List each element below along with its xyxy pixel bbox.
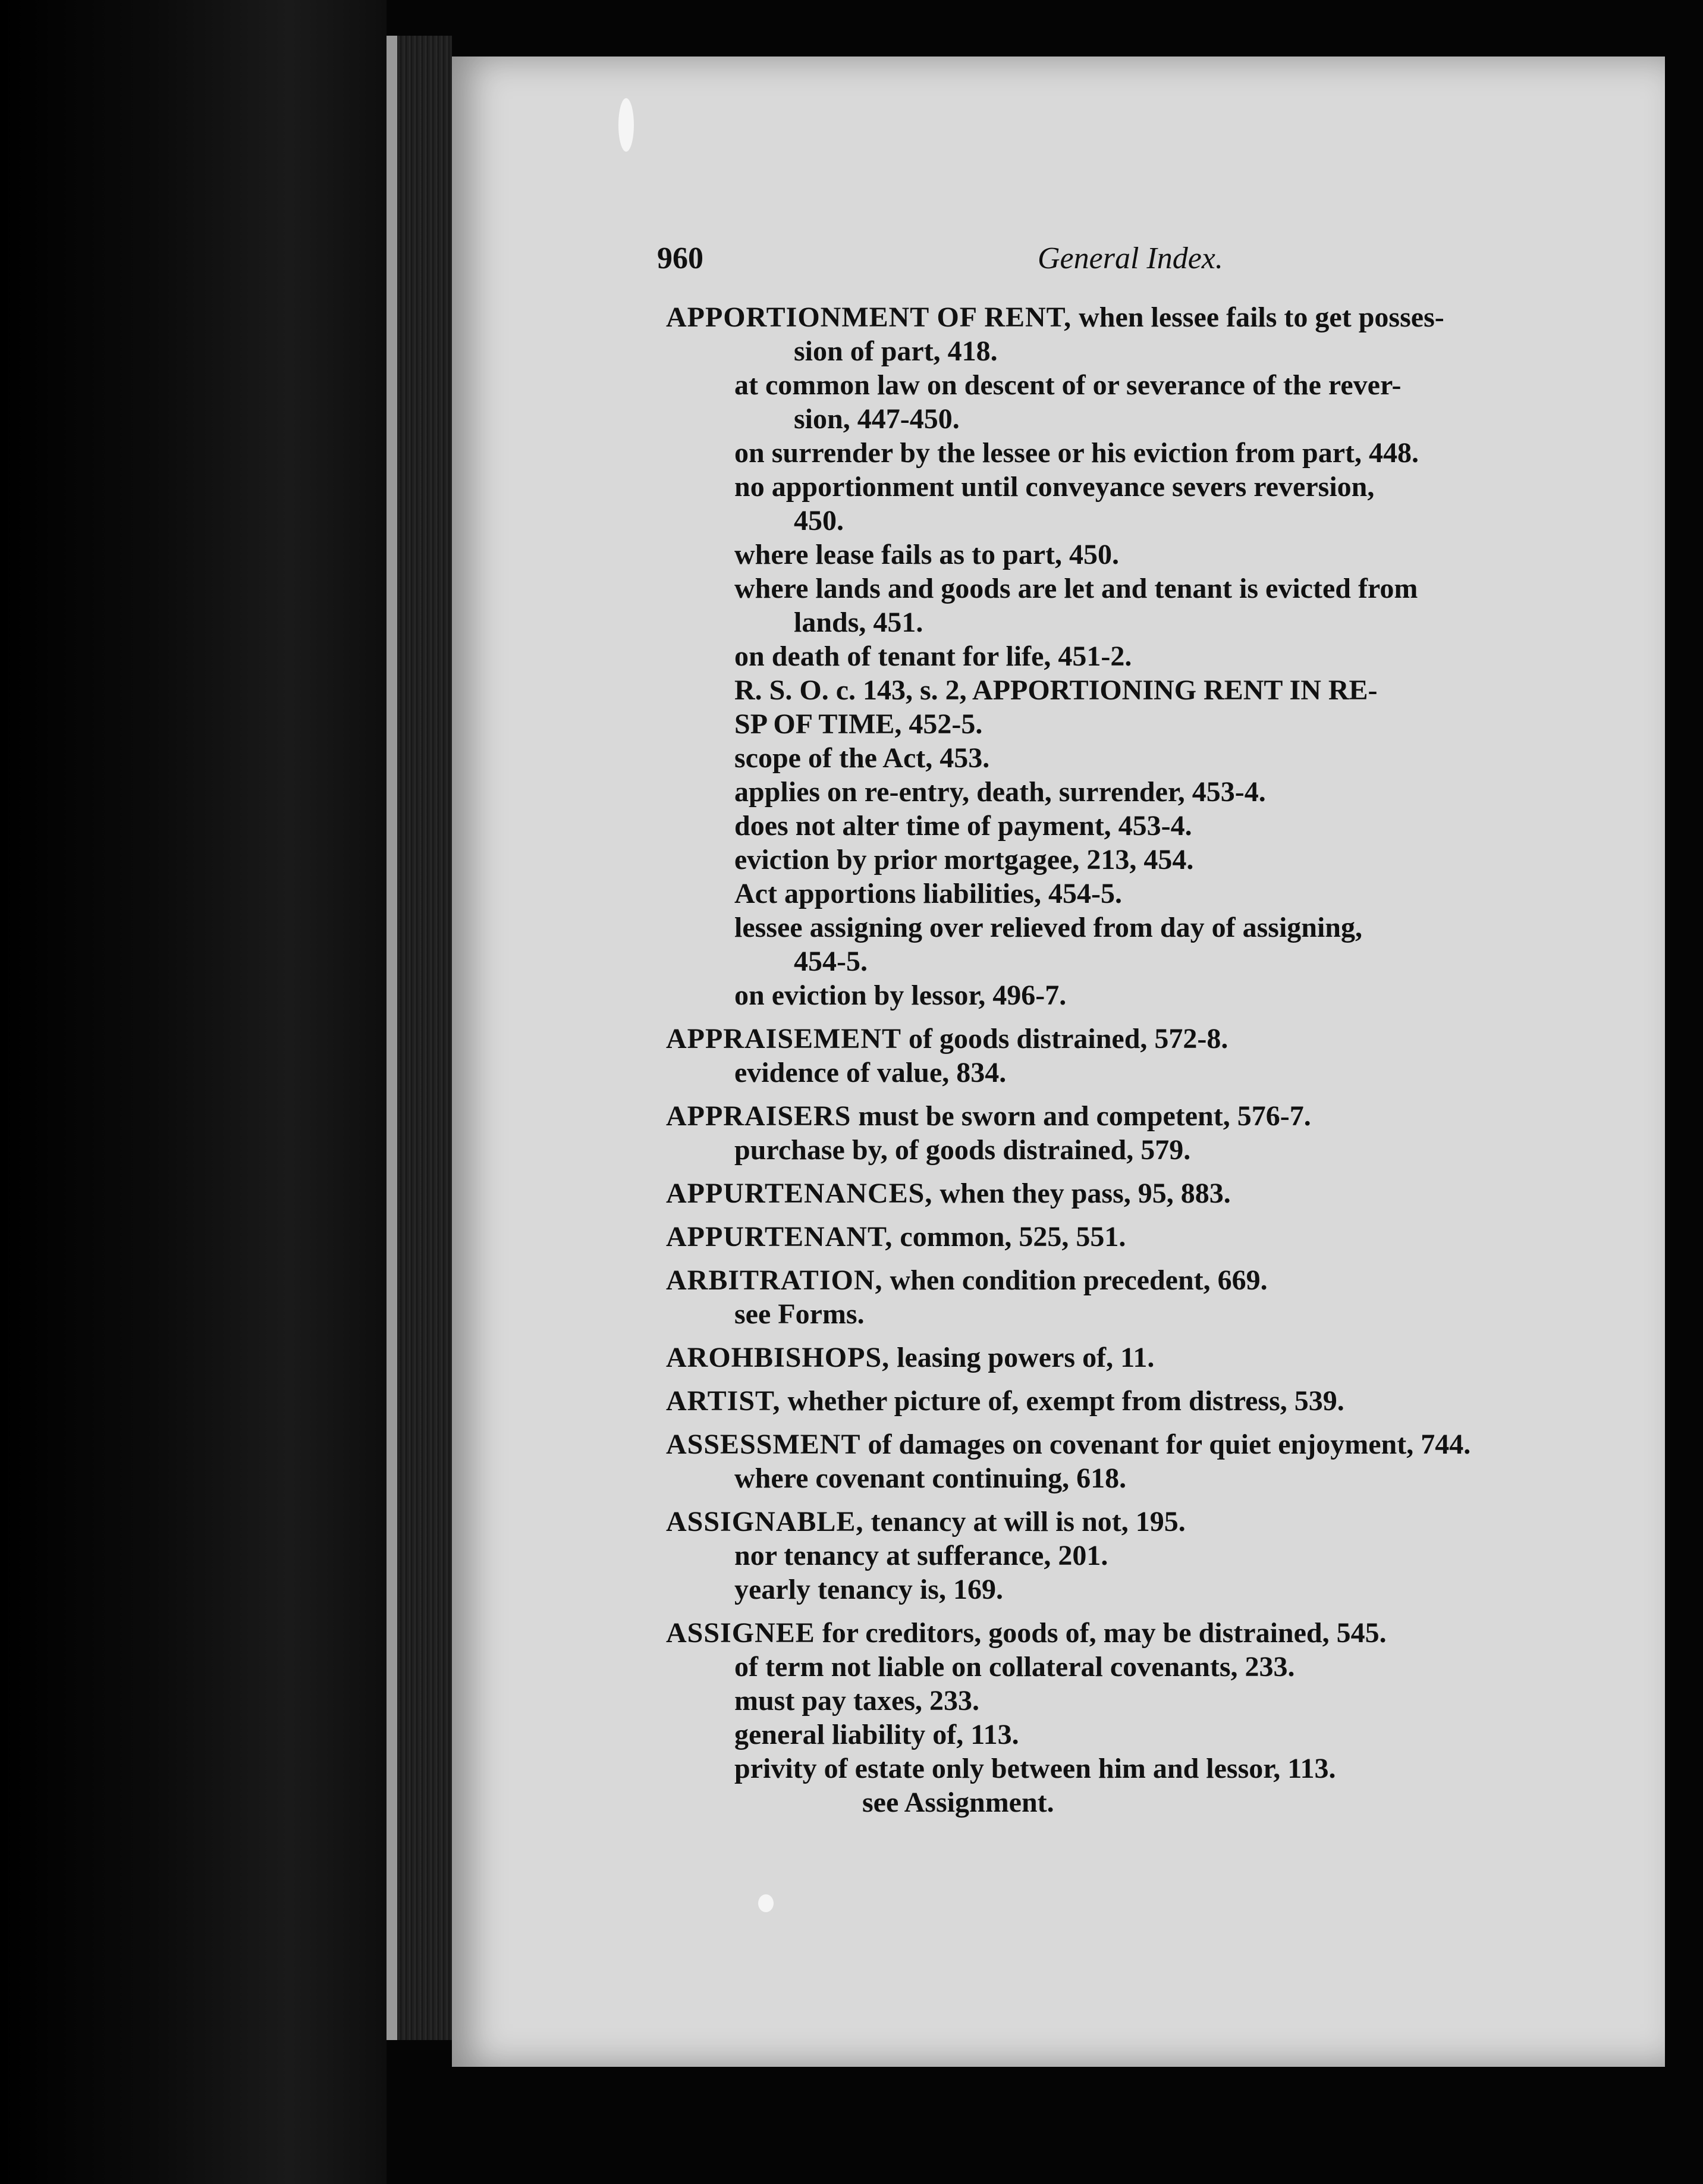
index-subentry-line <box>666 843 1653 877</box>
index-text: yearly tenancy is, 169. <box>734 1574 1003 1605</box>
index-text: lands, 451. <box>794 607 923 638</box>
index-text: must be sworn and competent, 576-7. <box>851 1100 1311 1132</box>
index-text: of damages on covenant for quiet enjoyment, 744. <box>860 1429 1471 1460</box>
index-term: ASSIGNABLE, <box>666 1506 864 1537</box>
index-text: eviction by prior mortgagee, 213, 454. <box>734 844 1194 876</box>
index-subentry-line <box>666 1573 1653 1606</box>
index-entry <box>666 1616 1653 1819</box>
scan-background-bottom <box>387 2067 1703 2184</box>
index-entry <box>666 1176 1653 1210</box>
book-spine-highlight <box>387 36 397 2040</box>
index-heading-line <box>666 1263 1653 1297</box>
index-subentry-line <box>666 436 1653 470</box>
index-term: APPORTIONMENT OF RENT, <box>666 302 1072 333</box>
index-subentry-line <box>666 605 1653 639</box>
index-text: applies on re-entry, death, surrender, 453-4. <box>734 776 1266 808</box>
index-entry <box>666 1341 1653 1375</box>
index-text: on surrender by the lessee or his eviction from part, 448. <box>734 437 1419 469</box>
index-text: general liability of, 113. <box>734 1719 1019 1750</box>
index-term: ASSIGNEE <box>666 1617 815 1649</box>
index-term: APPURTENANT, <box>666 1221 893 1253</box>
index-subentry-line <box>666 368 1653 402</box>
index-text: lessee assigning over relieved from day of assigning, <box>734 912 1362 943</box>
page-header <box>657 241 1281 283</box>
index-text: Act apportions liabilities, 454-5. <box>734 878 1123 909</box>
index-text: R. S. O. c. 143, s. 2, APPORTIONING RENT IN RE- <box>734 674 1378 706</box>
index-text: of goods distrained, 572-8. <box>901 1023 1228 1055</box>
index-entry <box>666 1263 1653 1331</box>
index-text: purchase by, of goods distrained, 579. <box>734 1134 1191 1166</box>
index-subentry-line <box>666 741 1653 775</box>
index-text: must pay taxes, 233. <box>734 1685 980 1717</box>
index-text: evidence of value, 834. <box>734 1057 1007 1088</box>
index-text: no apportionment until conveyance severs reversion, <box>734 471 1375 503</box>
index-text: tenancy at will is not, 195. <box>863 1506 1186 1537</box>
index-subentry-line <box>666 1650 1653 1684</box>
index-entry <box>666 1505 1653 1606</box>
index-subentry-line <box>666 1684 1653 1718</box>
scan-background-right <box>1665 0 1703 2184</box>
index-text: on death of tenant for life, 451-2. <box>734 641 1132 672</box>
index-subentry-line <box>666 707 1653 741</box>
index-text: 454-5. <box>794 946 868 977</box>
index-subentry-line <box>666 1056 1653 1090</box>
index-entry <box>666 1099 1653 1167</box>
page-blemish <box>758 1894 774 1912</box>
index-entry <box>666 300 1653 1012</box>
index-term: ARTIST, <box>666 1385 781 1417</box>
index-text: see Assignment. <box>862 1787 1054 1818</box>
index-text: see Forms. <box>734 1298 865 1330</box>
index-heading-line <box>666 1341 1653 1375</box>
index-subentry-line <box>666 944 1653 978</box>
index-text: SP OF TIME, 452-5. <box>734 708 983 740</box>
index-subentry-line <box>666 775 1653 809</box>
index-term: AROHBISHOPS, <box>666 1342 890 1373</box>
index-entry <box>666 1427 1653 1495</box>
index-subentry-line <box>666 572 1653 605</box>
index-heading-line <box>666 1022 1653 1056</box>
index-subentry-line <box>666 1297 1653 1331</box>
index-heading-line <box>666 1176 1653 1210</box>
index-text: when condition precedent, 669. <box>882 1264 1268 1296</box>
index-subentry-line <box>666 504 1653 538</box>
index-heading-line <box>666 1220 1653 1254</box>
index-heading-line <box>666 1505 1653 1539</box>
index-entry <box>666 1384 1653 1418</box>
index-subentry-line <box>666 1718 1653 1752</box>
index-body <box>666 300 1653 1819</box>
index-term: ASSESSMENT <box>666 1429 861 1460</box>
index-text: where lands and goods are let and tenant is evicted from <box>734 573 1418 604</box>
index-subentry-line <box>666 1461 1653 1495</box>
index-term: APPRAISEMENT <box>666 1023 902 1055</box>
index-text: scope of the Act, 453. <box>734 742 990 774</box>
index-subentry-line <box>666 911 1653 944</box>
index-subentry-line <box>666 1133 1653 1167</box>
index-subentry-line <box>666 809 1653 843</box>
index-subentry-line <box>666 334 1653 368</box>
scan-background-left <box>0 0 387 2184</box>
index-subentry-line <box>666 402 1653 436</box>
index-term: ARBITRATION, <box>666 1264 883 1296</box>
index-text: on eviction by lessor, 496-7. <box>734 980 1067 1011</box>
index-subentry-line <box>666 877 1653 911</box>
index-heading-line <box>666 1384 1653 1418</box>
index-subentry-line <box>666 978 1653 1012</box>
index-text: of term not liable on collateral covenants, 233. <box>734 1651 1295 1683</box>
index-heading-line <box>666 1099 1653 1133</box>
index-subentry-line <box>666 639 1653 673</box>
index-subentry-line <box>666 1752 1653 1786</box>
index-text: for creditors, goods of, may be distrained, 545. <box>815 1617 1387 1649</box>
index-subentry-line <box>666 1539 1653 1573</box>
index-entry <box>666 1220 1653 1254</box>
index-text: sion of part, 418. <box>794 335 998 367</box>
index-text: 450. <box>794 505 844 536</box>
index-text: whether picture of, exempt from distress, 539. <box>780 1385 1344 1417</box>
index-text: sion, 447-450. <box>794 403 960 435</box>
index-heading-line <box>666 1427 1653 1461</box>
index-subentry-line <box>666 1786 1653 1819</box>
index-text: leasing powers of, 11. <box>890 1342 1155 1373</box>
index-heading-line <box>666 1616 1653 1650</box>
index-subentry-line <box>666 538 1653 572</box>
index-text: does not alter time of payment, 453-4. <box>734 810 1192 842</box>
index-text: when lessee fails to get posses- <box>1072 302 1444 333</box>
index-entry <box>666 1022 1653 1090</box>
running-title: General Index. <box>1038 241 1223 275</box>
index-text: at common law on descent of or severance of the rever- <box>734 369 1402 401</box>
index-subentry-line <box>666 470 1653 504</box>
index-text: where covenant continuing, 618. <box>734 1463 1127 1494</box>
index-text: privity of estate only between him and lessor, 113. <box>734 1753 1336 1784</box>
index-subentry-line <box>666 673 1653 707</box>
index-text: when they pass, 95, 883. <box>932 1178 1231 1209</box>
index-heading-line <box>666 300 1653 334</box>
index-text: nor tenancy at sufferance, 201. <box>734 1540 1108 1571</box>
index-text: common, 525, 551. <box>893 1221 1126 1253</box>
page-number: 960 <box>657 241 703 275</box>
index-term: APPURTENANCES, <box>666 1178 933 1209</box>
index-text: where lease fails as to part, 450. <box>734 539 1120 570</box>
page-blemish <box>618 98 634 152</box>
index-term: APPRAISERS <box>666 1100 851 1132</box>
